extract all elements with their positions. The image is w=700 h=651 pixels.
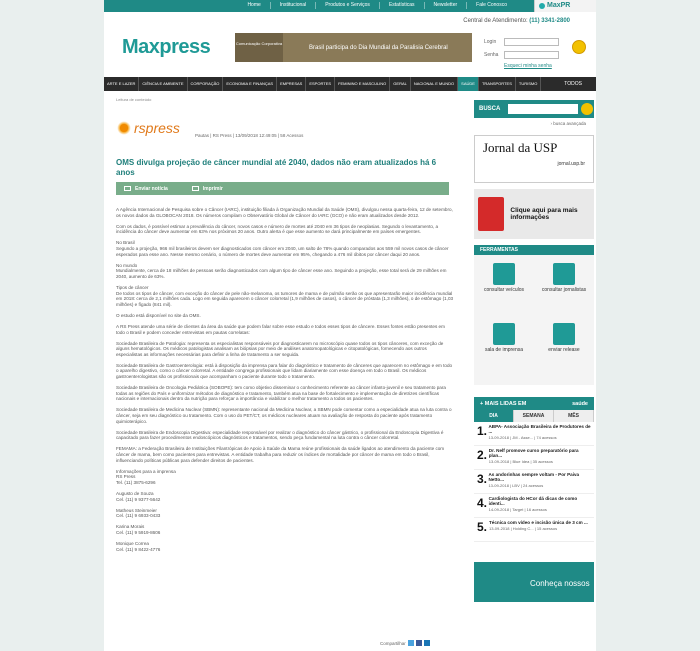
tool-label: consultar veículos [483,287,525,293]
print-label: Imprimir [202,185,223,192]
tools-grid [474,255,594,385]
top-link-fale-conosco[interactable]: Fale Conosco [466,2,516,9]
top-link-estatisticas[interactable]: Estatísticas [379,2,424,9]
article-paragraph: Tipos de câncer De todos os tipos de câncer, com exceção do câncer de pele não-melanoma, os tumores de mama e de pulmão serão os que apresentarão maior incidência mundial em 2018: cerca de 2,1 milhões cada. Logo em seguida aparecem o câncer colorretal (1,9 milhões de casos), o câncer de próstata (1,3 milhões), o de estômago (1,03 milhões) e fígado (841 mil). [116,284,454,307]
ferramentas-header: FERRAMENTAS [474,245,594,255]
nav-arte[interactable]: ARTE E LAZER [104,77,139,91]
rank-number: 3. [477,472,488,486]
jornal-title: Jornal da USP [483,140,558,155]
list-item[interactable] [474,446,594,470]
twitter-icon[interactable] [408,640,414,646]
contact-block: Augusto de Souza Cel. (11) 9 9377-5642 [116,490,161,502]
top-link-newsletter[interactable]: Newsletter [424,2,467,9]
site-logo[interactable]: Maxpress [122,36,211,58]
top-link-institucional[interactable]: Institucional [270,2,315,9]
login-label: Login [484,39,497,45]
article-paragraph: No Brasil Segundo a projeção, 966 mil brasileiros devem ser diagnosticados com câncer em 2040, um salto de 78% quando comparados aos 559 mil novos casos de câncer esperados para esse ano. Nesse mesmo cenário, o número de mortes deve aumentar em 95%, chegando a 476 mil óbitos por câncer daqui 20 anos. [116,240,449,257]
article-paragraph: A Agência Internacional de Pesquisa sobre o Câncer (IARC), instituição filiada à Organização Mundial da Saúde (OMS), divulgou nessa quarta-feira, 12 de setembro, os novos dados da GLOBOCAN 2018. Os números compilam o Observatório Global de Câncer do IARC (GCO) e não eram atualizados desde 2012. [116,207,453,218]
list-item[interactable] [474,470,594,494]
nav-ciencia[interactable]: CIÊNCIA E AMBIENTE [139,77,187,91]
login-form [484,38,559,69]
contact-block: Informações para a imprensa RS Press Tel. (11) 3875-6296 [116,468,176,485]
tool-label: enviar release [548,347,580,353]
nav-esportes[interactable]: ESPORTES [306,77,335,91]
top-link-produtos[interactable]: Produtos e Serviços [315,2,379,9]
article-paragraph: Sociedade Brasileira de Oncologia Pediátrica (SOBOPE): tem como objetivo disseminar o conhecimento referente ao câncer infanto-juvenil e seu tratamento para todas as regiões do País e uniformizar métodos de diagnóstico e tratamento, também atua na base de fortalecimento e implementação de diretrizes científicas nacionais e internacionais dentro da nutrição para reforçar a importância e viabilizar o melhor tratamento a todos os pacientes. [116,385,446,402]
article-body [116,207,454,558]
maxpr-label: MaxPR [547,2,571,9]
nav-empresas[interactable]: EMPRESAS [277,77,306,91]
send-news-button[interactable] [124,186,168,192]
facebook-icon[interactable] [416,640,422,646]
rank-number: 1. [477,424,488,438]
building-icon [493,323,515,345]
item-meta: 13-09-2018 | Holding C... | 15 acessos [489,526,558,531]
central-atendimento [463,18,570,24]
tab-dia[interactable]: DIA [474,410,514,422]
search-go-button[interactable] [581,103,593,115]
article-paragraph: A RS Press atende uma série de clientes da área da saúde que podem falar sobre esse estudo e todos esses tipos de câncere. Esses fontes estão presentes em todo o Brasil e podem conceder entrevistas em pautas correlatas: [116,323,445,335]
item-meta: 14-09-2018 | Target | 16 acessos [488,507,547,512]
source-logo [116,120,180,136]
share-label: Compartilhar [380,640,406,646]
item-title: Cardiologista do HCor dá dicas de como identi... [488,496,578,506]
article-paragraph: Com os dados, é possível estimar a prevalência do câncer, novos casos e número de mortes até 2040 em 36 tipos de neoplasias. Segundo o levantamento, a incidência do câncer deve aumentar em 63% nos próximos 20 anos. Outro alerta é que esse aumento se dará principalmente em países emergentes. [116,223,439,235]
breadcrumb: Leitura de conteúdo [116,97,152,102]
item-title: As andorinhas sempre voltam - Por Paiva Netto... [488,472,580,482]
nav-todos[interactable]: TODOS [564,81,582,87]
tool-label: sala de imprensa [484,347,524,353]
header-banner[interactable] [235,33,472,62]
envelope-icon [124,186,131,191]
info-ad-text: Clique aqui para mais informações [510,207,578,221]
article-paragraph: O estudo está disponível no site da OMS. [116,312,201,318]
contact-block: Monique Correa Cel. (11) 9 8422-4776 [116,541,161,552]
nav-feminino[interactable]: FEMININO E MASCULINO [335,77,390,91]
nav-corporacao[interactable]: CORPORAÇÃO [188,77,224,91]
article-paragraph: Sociedade Brasileira de Endoscopia Digestiva: especialidade responsável por realizar o diagnóstico do câncer gástrico, o profissional da Endoscopia Digestiva é capacitado para fazer procedimentos endoscópicos diagnósticos e tratamentos, sendo peça fundamental na luta contra o câncer colorretal. [116,429,444,441]
item-meta: 13-09-2018 | JM - Asse... | 74 acessos [488,435,557,440]
rank-number: 5. [477,520,488,534]
promo-text: Conheça nossos [530,579,590,588]
article-paragraph: Sociedade Brasileira de Medicina Nuclear (SBMN): representante nacional da Medicina Nuclear, a SBMN pode comentar como a especialidade atua na luta contra o câncer, seja em seu diagnóstico ou tratamento. Com o uso do PET/CT, os médicos nucleares atuam na avaliação de resposta do paciente após tratamento quimioterápico. [116,407,452,424]
sidebar [474,100,594,602]
banner-text: Brasil participa do Dia Mundial da Paralisia Cerebral [309,44,448,51]
rank-number: 4. [477,496,488,510]
item-title: Dr. Nelf promove curso preparatório para plan... [488,448,579,458]
mais-lidas-title: + MAIS LIDAS EM [480,400,527,407]
mais-lidas-category: saúde [572,400,588,407]
top-bar [104,0,596,12]
senha-label: Senha [484,52,499,58]
maxpr-icon [539,3,545,9]
search-box [474,100,594,118]
tool-label: consultar jornalistas [541,287,587,293]
page [104,0,596,651]
central-phone: (11) 3341-2800 [529,18,570,24]
nav-geral[interactable]: GERAL [390,77,411,91]
list-item[interactable] [474,422,594,446]
nav-nacional[interactable]: NACIONAL E MUNDO [411,77,458,91]
mais-lidas-tabs [474,410,594,422]
source-logo-text: rspress [134,120,180,136]
tab-mes[interactable]: MÊS [554,410,594,422]
nav-transportes[interactable]: TRANSPORTES [479,77,516,91]
tool-consultar-veiculos[interactable] [474,259,534,319]
contact-block: Matheus Steinmeier Cel. (11) 9 6933-0433 [116,507,161,519]
rank-number: 2. [477,448,488,462]
jornal-usp-ad[interactable] [474,135,594,183]
linkedin-icon[interactable] [424,640,430,646]
login-input[interactable] [504,38,559,46]
nav-saude[interactable]: SAÚDE [458,77,479,91]
article-title: OMS divulga projeção de câncer mundial até 2040, dados não eram atualizados há 6 anos [116,158,437,177]
list-item[interactable] [474,518,594,542]
promo-banner[interactable] [474,562,594,602]
mais-lidas-list [474,422,594,542]
nav-turismo[interactable]: TURISMO [516,77,541,91]
tool-consultar-jornalistas[interactable] [534,259,594,319]
newspaper-icon [493,263,515,285]
category-nav [104,77,596,91]
print-button[interactable] [192,186,223,192]
article-actions [116,182,449,195]
item-title: Técnica com vídeo e incisão única de 3 cm ... [489,520,588,525]
top-link-home[interactable]: Home [247,2,261,8]
password-input[interactable] [504,51,559,59]
top-links [238,2,516,9]
item-meta: 13-09-2018 | Blue Idea | 35 acessos [488,459,553,464]
advanced-search-link[interactable]: › busca avançada [550,121,586,126]
nav-economia[interactable]: ECONOMIA E FINANÇAS [223,77,277,91]
article-paragraph: Sociedade Brasileira de Patologia: representa os especialistas responsáveis por diagnosticarem no microscópio quase todos os tipos cânceres, com exceção de alguns hematológicos. Os médicos patologistas analisam as biópsias por meio de análises anatomopatológicas e citopatológicas, fornecendo aos outros especialistas as informações necessárias para definir a linha de tratamento a ser seguida. [116,340,444,357]
tool-enviar-release[interactable] [534,319,594,379]
search-input[interactable] [508,104,578,114]
contact-block: Karina Morais Cel. (11) 9 5919-8606 [116,524,161,535]
central-label: Central de Atendimento: [463,18,528,24]
login-go-button[interactable] [572,40,586,54]
send-news-label: Enviar notícia [135,185,168,192]
banner-brand: Comunicação Corporativa [235,33,283,62]
article-meta: Pautas | RS Press | 13/09/2018 12:49:05 | 58 Acessos [195,133,304,138]
item-meta: 13-09-2018 | LBV | 24 acessos [488,483,544,488]
mais-lidas-header [474,397,594,410]
list-item[interactable] [474,494,594,518]
item-title: ABPA- Associação Brasileira de Produtores de ... [488,424,591,434]
megaphone-icon [478,197,504,231]
share-bar [380,640,430,646]
search-label: BUSCA [479,106,501,112]
printer-icon [192,186,199,191]
maxpr-tab[interactable] [534,0,596,12]
article-paragraph: No mundo Mundialmente, cerca de 18 milhões de pessoas serão diagnosticados com algum tipo de câncer esse ano. Seguindo a projeção, esse total será de 29 milhões em 2040, aumento de 63%. [116,262,447,279]
info-ad[interactable] [474,189,594,239]
pencil-icon [553,323,575,345]
rspress-sun-icon [116,120,132,136]
article-paragraph: Sociedade Brasileira de Gastroenterologia: está à disposição da imprensa para falar do diagnóstico e tratamento de cânceres que aparecem no estômago e em todo o aparelho digestivo, como o câncer colorretal. A entidade congrega profissionais que lidam diariamente com esse doença em todo o Brasil. Os médicos gastroenterologistas são os profissionais que acompanham o paciente durante todo o tratamento. [116,362,453,380]
people-icon [553,263,575,285]
article-paragraph: FEMAMA: a Federação Brasileira de Instituições Filantrópicas de Apoio à Saúde da Mama reúne profissionais da saúde ligados ao atendimento da paciente com câncer de mama, bem como pacientes para entrevistas. A entidade trabalha para reduzir os índices de mortalidade por câncer de mama em todo o Brasil, influenciando políticas públicas para defender direitos de pacientes. [116,446,445,463]
forgot-password-link[interactable]: Esqueci minha senha [504,63,552,69]
tool-sala-de-imprensa[interactable] [474,319,534,379]
tab-semana[interactable]: SEMANA [514,410,554,422]
jornal-url: jornal.usp.br [557,161,585,167]
